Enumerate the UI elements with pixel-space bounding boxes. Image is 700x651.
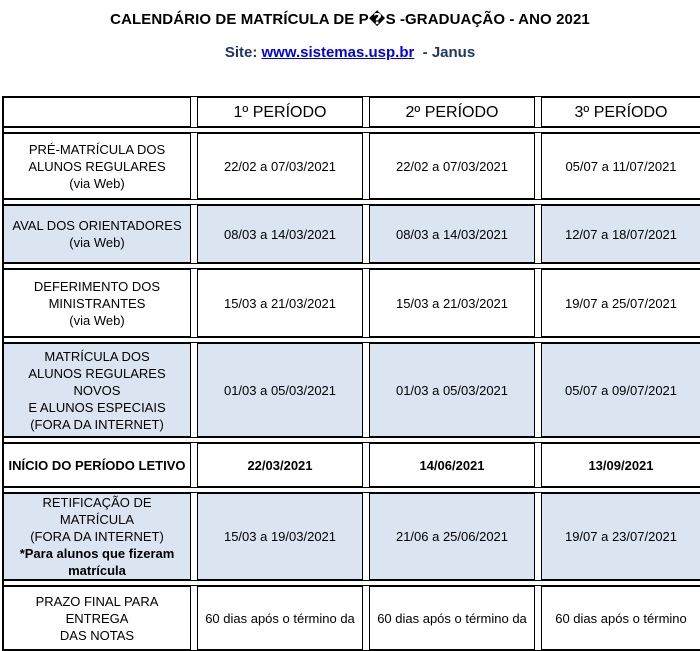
date-cell: 15/03 a 21/03/2021 [197,269,363,337]
site-line [0,44,700,61]
table-row [3,133,700,199]
page-title: CALENDÁRIO DE MATRÍCULA DE P�S -GRADUAÇÃO - ANO 2021 [110,11,590,28]
row-note: *Para alunos que fizeram [19,546,175,561]
deadline-cell: 60 dias após o término [541,586,700,650]
row-label: INÍCIO DO PERÍODO LETIVO [3,443,191,487]
date-cell: 15/03 a 19/03/2021 [197,493,363,580]
date-cell: 19/07 a 23/07/2021 [541,493,700,580]
date-cell: 12/07 a 18/07/2021 [541,205,700,263]
date-cell: 01/03 a 05/03/2021 [369,343,535,437]
deadline-cell: 60 dias após o término da [197,586,363,650]
date-cell: 05/07 a 11/07/2021 [541,133,700,199]
header-row [3,97,700,127]
date-cell: 15/03 a 21/03/2021 [369,269,535,337]
row-label: DEFERIMENTO DOS MINISTRANTES (via Web) [3,269,191,337]
row-note: matrícula [68,563,126,578]
date-cell: 08/03 a 14/03/2021 [369,205,535,263]
site-suffix: - Janus [422,44,476,61]
row-label: PRAZO FINAL PARA ENTREGA DAS NOTAS [3,586,191,650]
date-cell: 08/03 a 14/03/2021 [197,205,363,263]
column-header-2: 2º PERÍODO [369,97,535,127]
column-header-1: 1º PERÍODO [197,97,363,127]
date-cell: 22/02 a 07/03/2021 [197,133,363,199]
date-cell: 01/03 a 05/03/2021 [197,343,363,437]
date-cell: 14/06/2021 [369,443,535,487]
date-cell: 13/09/2021 [541,443,700,487]
site-label: Site: [224,44,258,61]
date-cell: 22/03/2021 [197,443,363,487]
date-cell: 21/06 a 25/06/2021 [369,493,535,580]
row-label: AVAL DOS ORIENTADORES (via Web) [3,205,191,263]
table-row [3,443,700,487]
date-cell: 05/07 a 09/07/2021 [541,343,700,437]
table-row [3,493,700,580]
site-link[interactable]: www.sistemas.usp.br [261,44,415,61]
row-label: PRÉ-MATRÍCULA DOS ALUNOS REGULARES (via Web) [3,133,191,199]
row-label: RETIFICAÇÃO DE MATRÍCULA (FORA DA INTERNET) *Para alunos que fizeram matrícula [3,493,191,580]
table-row [3,586,700,650]
column-header-3: 3º PERÍODO [541,97,700,127]
table-row [3,343,700,437]
table-row [3,269,700,337]
date-cell: 22/02 a 07/03/2021 [369,133,535,199]
calendar-table [2,96,700,651]
deadline-cell: 60 dias após o término da [369,586,535,650]
date-cell: 19/07 a 25/07/2021 [541,269,700,337]
row-label: MATRÍCULA DOS ALUNOS REGULARES NOVOS E ALUNOS ESPECIAIS (FORA DA INTERNET) [3,343,191,437]
header-corner [3,97,191,127]
table-row [3,205,700,263]
